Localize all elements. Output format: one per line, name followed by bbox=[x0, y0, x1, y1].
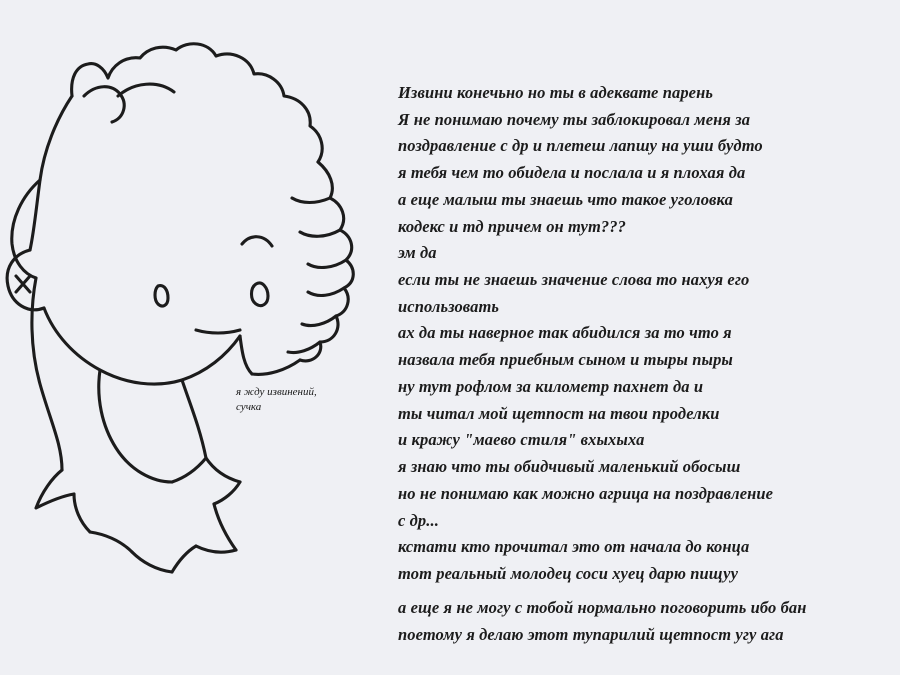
message-line: но не понимаю как можно агрица на поздравление bbox=[398, 483, 774, 503]
message-line: кстати кто прочитал это от начала до конца bbox=[398, 537, 750, 557]
message-line: я знаю что ты обидчивый маленький обосыш bbox=[398, 457, 741, 477]
message-line: я тебя чем то обидела и послала и я плохая да bbox=[398, 163, 746, 183]
message-line: Извини конечьно но ты в адеквате парень bbox=[398, 83, 714, 102]
message-line: кодекс и тд причем он тут??? bbox=[398, 216, 626, 236]
message-line: использовать bbox=[398, 296, 500, 316]
message-line: если ты не знаешь значение слова то нахуя его bbox=[398, 270, 750, 290]
footer-message-line: поетому я делаю этот тупарилий щетпост угу ага bbox=[398, 624, 784, 644]
hand-drawn-character-illustration bbox=[0, 0, 420, 620]
message-line: поздравление с др и плетеш лапшу на уши будто bbox=[398, 136, 763, 156]
message-line: а еще малыш ты знаешь что такое уголовка bbox=[398, 189, 733, 209]
caption-line-2: сучка bbox=[236, 400, 262, 413]
footer-message-text bbox=[398, 595, 868, 648]
message-line: ну тут рофлом за километр пахнет да и bbox=[398, 376, 704, 396]
message-line: с др... bbox=[398, 510, 439, 530]
message-line: Я не понимаю почему ты заблокировал меня за bbox=[398, 109, 751, 129]
message-line: тот реальный молодец соси хуец дарю пищуу bbox=[398, 563, 738, 583]
main-message-text bbox=[398, 80, 868, 588]
message-line: назвала тебя приебным сыном и тыры пыры bbox=[398, 350, 733, 370]
message-line: эм да bbox=[398, 243, 437, 263]
caption-line-1: я жду извинений, bbox=[236, 386, 317, 398]
message-line: ах да ты наверное так абидился за то что я bbox=[398, 323, 732, 343]
message-line: ты читал мой щетпост на твои проделки bbox=[398, 403, 720, 423]
footer-message-line: а еще я не могу с тобой нормально поговорить ибо бан bbox=[398, 598, 807, 617]
message-line: и кражу "маево стиля" вхыхыха bbox=[398, 430, 645, 450]
character-caption bbox=[236, 385, 366, 415]
